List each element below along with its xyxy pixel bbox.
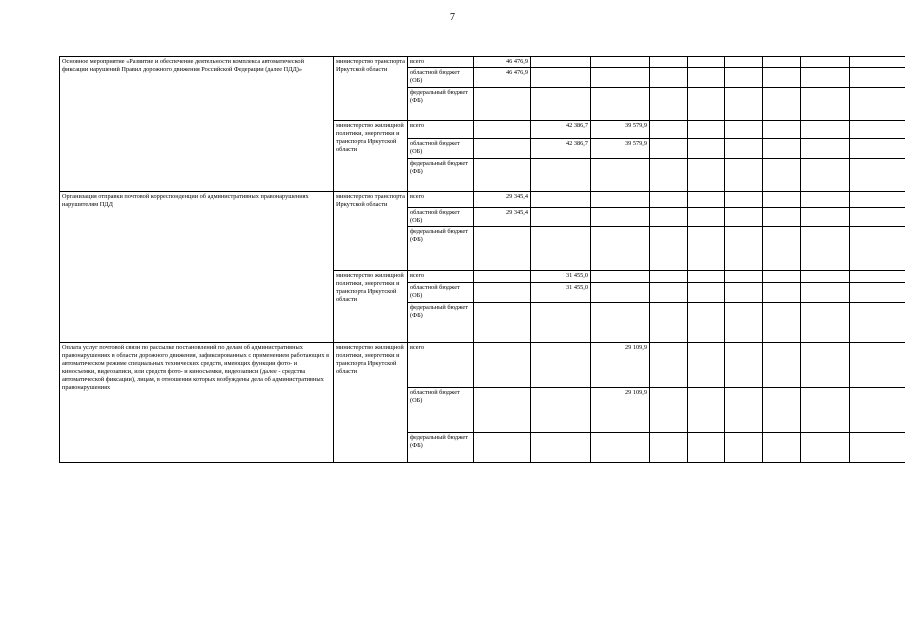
amount-cell <box>474 433 531 463</box>
amount-cell <box>474 283 531 303</box>
amount-cell <box>591 159 650 192</box>
funding-source: федеральный бюджет (ФБ) <box>408 88 474 121</box>
funding-source: всего <box>408 57 474 68</box>
amount-cell <box>763 433 801 463</box>
amount-cell <box>474 388 531 433</box>
amount-cell <box>531 388 591 433</box>
amount-cell: 39 579,9 <box>591 121 650 139</box>
funding-source: федеральный бюджет (ФБ) <box>408 227 474 271</box>
amount-cell <box>763 57 801 68</box>
amount-cell <box>725 121 763 139</box>
amount-cell <box>763 283 801 303</box>
amount-cell <box>850 57 905 68</box>
funding-source: областной бюджет (ОБ) <box>408 388 474 433</box>
amount-cell <box>650 68 688 88</box>
amount-cell <box>531 433 591 463</box>
amount-cell <box>801 388 850 433</box>
amount-cell <box>801 283 850 303</box>
amount-cell <box>763 208 801 227</box>
amount-cell <box>688 283 725 303</box>
funding-source: федеральный бюджет (ФБ) <box>408 159 474 192</box>
executor-name: министерство транспорта Иркутской области <box>334 192 408 271</box>
amount-cell <box>688 68 725 88</box>
amount-cell <box>801 68 850 88</box>
amount-cell <box>801 271 850 283</box>
amount-cell: 42 386,7 <box>531 121 591 139</box>
amount-cell <box>725 192 763 208</box>
amount-cell: 42 386,7 <box>531 139 591 159</box>
funding-source: всего <box>408 121 474 139</box>
amount-cell <box>850 303 905 343</box>
amount-cell: 29 345,4 <box>474 192 531 208</box>
amount-cell <box>688 271 725 283</box>
amount-cell <box>850 121 905 139</box>
amount-cell <box>801 57 850 68</box>
page-number: 7 <box>450 12 455 23</box>
amount-cell <box>688 388 725 433</box>
amount-cell <box>801 139 850 159</box>
amount-cell <box>650 283 688 303</box>
amount-cell: 29 109,9 <box>591 388 650 433</box>
amount-cell <box>801 303 850 343</box>
amount-cell <box>850 227 905 271</box>
amount-cell <box>650 433 688 463</box>
amount-cell <box>850 159 905 192</box>
amount-cell <box>688 159 725 192</box>
amount-cell <box>531 159 591 192</box>
amount-cell <box>531 68 591 88</box>
amount-cell <box>725 68 763 88</box>
table-row <box>60 57 905 68</box>
amount-cell <box>688 192 725 208</box>
funding-source: всего <box>408 343 474 388</box>
amount-cell <box>688 433 725 463</box>
amount-cell: 31 455,0 <box>531 271 591 283</box>
amount-cell <box>763 139 801 159</box>
amount-cell <box>650 208 688 227</box>
amount-cell <box>591 283 650 303</box>
amount-cell <box>531 192 591 208</box>
amount-cell <box>850 388 905 433</box>
amount-cell <box>531 343 591 388</box>
amount-cell <box>474 343 531 388</box>
amount-cell <box>688 121 725 139</box>
amount-cell <box>688 343 725 388</box>
funding-source: областной бюджет (ОБ) <box>408 139 474 159</box>
amount-cell: 29 109,9 <box>591 343 650 388</box>
table-row <box>60 343 905 388</box>
amount-cell <box>725 88 763 121</box>
amount-cell <box>801 159 850 192</box>
amount-cell <box>725 271 763 283</box>
amount-cell <box>591 88 650 121</box>
amount-cell <box>650 271 688 283</box>
amount-cell <box>650 121 688 139</box>
amount-cell <box>591 57 650 68</box>
amount-cell <box>650 57 688 68</box>
amount-cell: 39 579,9 <box>591 139 650 159</box>
amount-cell <box>531 208 591 227</box>
amount-cell <box>801 121 850 139</box>
amount-cell <box>850 208 905 227</box>
amount-cell <box>763 343 801 388</box>
amount-cell <box>688 227 725 271</box>
funding-source: областной бюджет (ОБ) <box>408 283 474 303</box>
amount-cell <box>591 433 650 463</box>
amount-cell <box>850 139 905 159</box>
amount-cell <box>474 227 531 271</box>
amount-cell <box>531 227 591 271</box>
amount-cell <box>801 208 850 227</box>
amount-cell <box>763 68 801 88</box>
table-row <box>60 192 905 208</box>
activity-name: Основное мероприятие «Развитие и обеспечение деятельности комплекса автоматической фиксации нарушений Правил дорожного движения Российской Федерации (далее ПДД)» <box>60 57 334 192</box>
activity-name: Оплата услуг почтовой связи по рассылке постановлений по делам об административных правонарушениях в области дорожного движения, зафиксированных с применением работающих в автоматическом режиме специальных технических средств, имеющих функции фото- и киносъемки, видеозаписи, или средств фото- и киносъемки, видеозаписи (далее - средства автоматической фиксации), лицам, в отношении которых возбуждены дела об административных правонарушениях <box>60 343 334 463</box>
amount-cell <box>725 283 763 303</box>
amount-cell <box>801 343 850 388</box>
amount-cell <box>725 57 763 68</box>
amount-cell <box>801 433 850 463</box>
amount-cell: 31 455,0 <box>531 283 591 303</box>
executor-name: министерство жилищной политики, энергетики и транспорта Иркутской области <box>334 121 408 192</box>
funding-source: федеральный бюджет (ФБ) <box>408 303 474 343</box>
amount-cell <box>650 192 688 208</box>
amount-cell <box>763 159 801 192</box>
amount-cell <box>688 57 725 68</box>
amount-cell <box>531 303 591 343</box>
amount-cell <box>850 433 905 463</box>
amount-cell <box>850 283 905 303</box>
amount-cell: 46 476,9 <box>474 57 531 68</box>
financing-table <box>59 56 905 463</box>
amount-cell <box>688 139 725 159</box>
amount-cell <box>850 343 905 388</box>
activity-name: Организация отправки почтовой корреспонденции об административных правонарушениях нарушителям ПДД <box>60 192 334 343</box>
amount-cell <box>763 227 801 271</box>
amount-cell <box>650 88 688 121</box>
amount-cell <box>725 433 763 463</box>
executor-name: министерство транспорта Иркутской области <box>334 57 408 121</box>
funding-source: областной бюджет (ОБ) <box>408 208 474 227</box>
funding-source: всего <box>408 271 474 283</box>
amount-cell <box>725 388 763 433</box>
amount-cell <box>725 343 763 388</box>
amount-cell <box>725 139 763 159</box>
amount-cell <box>474 271 531 283</box>
funding-source: областной бюджет (ОБ) <box>408 68 474 88</box>
amount-cell <box>725 303 763 343</box>
amount-cell <box>650 227 688 271</box>
amount-cell <box>725 159 763 192</box>
amount-cell <box>763 88 801 121</box>
amount-cell <box>763 388 801 433</box>
amount-cell <box>591 303 650 343</box>
amount-cell: 46 476,9 <box>474 68 531 88</box>
amount-cell <box>650 139 688 159</box>
amount-cell <box>763 303 801 343</box>
amount-cell <box>688 208 725 227</box>
amount-cell <box>474 121 531 139</box>
amount-cell <box>725 227 763 271</box>
funding-source: федеральный бюджет (ФБ) <box>408 433 474 463</box>
executor-name: министерство жилищной политики, энергетики и транспорта Иркутской области <box>334 271 408 343</box>
amount-cell <box>801 192 850 208</box>
amount-cell <box>650 159 688 192</box>
amount-cell <box>725 208 763 227</box>
amount-cell <box>650 343 688 388</box>
amount-cell <box>474 139 531 159</box>
amount-cell <box>763 271 801 283</box>
executor-name: министерство жилищной политики, энергетики и транспорта Иркутской области <box>334 343 408 463</box>
amount-cell <box>474 88 531 121</box>
amount-cell <box>688 88 725 121</box>
amount-cell <box>763 192 801 208</box>
amount-cell <box>850 68 905 88</box>
amount-cell <box>591 271 650 283</box>
amount-cell <box>850 271 905 283</box>
amount-cell <box>801 227 850 271</box>
amount-cell <box>650 388 688 433</box>
amount-cell: 29 345,4 <box>474 208 531 227</box>
amount-cell <box>801 88 850 121</box>
amount-cell <box>850 192 905 208</box>
amount-cell <box>850 88 905 121</box>
amount-cell <box>531 88 591 121</box>
amount-cell <box>531 57 591 68</box>
amount-cell <box>763 121 801 139</box>
amount-cell <box>591 208 650 227</box>
funding-source: всего <box>408 192 474 208</box>
amount-cell <box>474 159 531 192</box>
amount-cell <box>688 303 725 343</box>
amount-cell <box>591 227 650 271</box>
amount-cell <box>474 303 531 343</box>
amount-cell <box>591 68 650 88</box>
amount-cell <box>650 303 688 343</box>
amount-cell <box>591 192 650 208</box>
